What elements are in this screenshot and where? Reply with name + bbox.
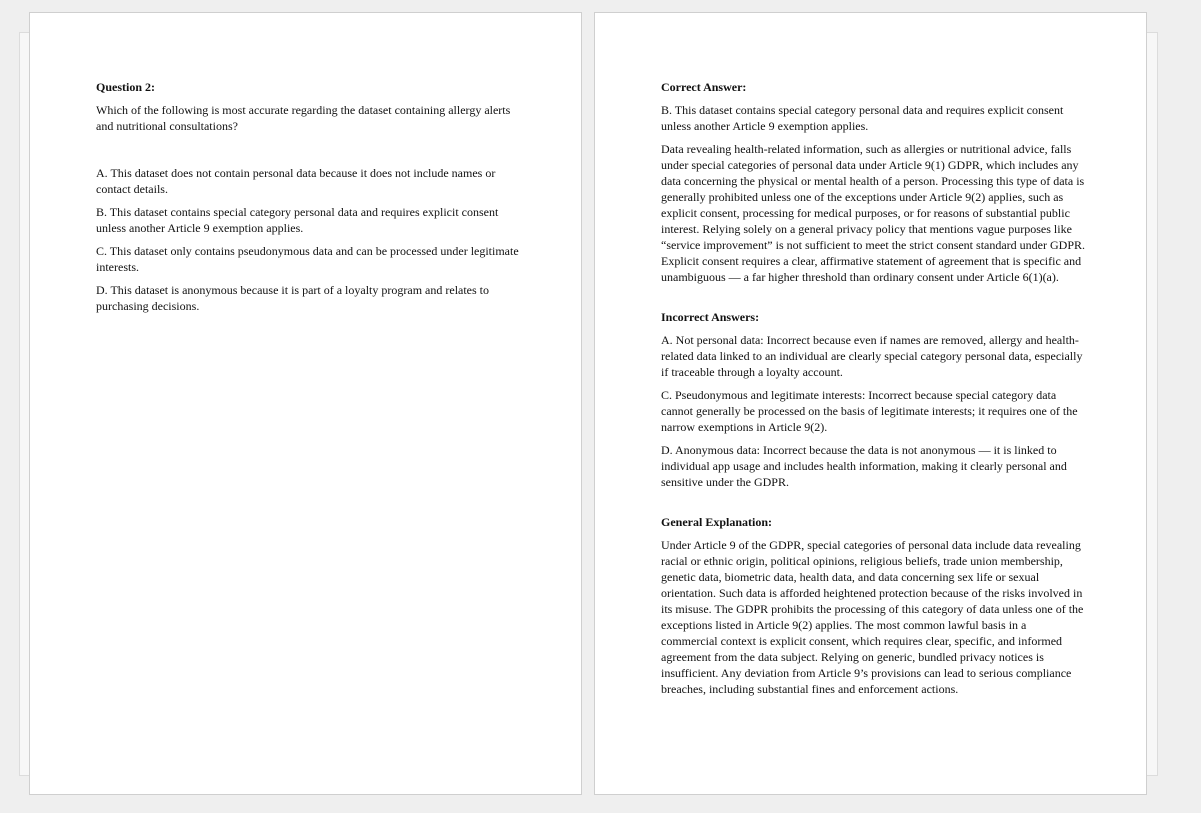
spacer xyxy=(96,141,522,165)
option-b: B. This dataset contains special category personal data and requires explicit consent unless another Article 9 exemption applies. xyxy=(96,205,499,235)
document-page-left[interactable] xyxy=(29,12,582,795)
spacer xyxy=(661,497,1085,514)
option-c: C. This dataset only contains pseudonymous data and can be processed under legitimate interests. xyxy=(96,244,519,274)
option-d: D. This dataset is anonymous because it is part of a loyalty program and relates to purchasing decisions. xyxy=(96,283,490,313)
incorrect-answer-d: D. Anonymous data: Incorrect because the data is not anonymous — it is linked to individual app usage and includes health information, making it clearly personal and sensitive under the GDPR. xyxy=(661,443,1067,489)
question-text: Which of the following is most accurate regarding the dataset containing allergy alerts and nutritional consultations? xyxy=(96,103,511,133)
document-page-right[interactable] xyxy=(594,12,1147,795)
page-right-content xyxy=(661,79,1085,704)
correct-answer-text: B. This dataset contains special category personal data and requires explicit consent unless another Article 9 exemption applies. xyxy=(661,103,1064,133)
option-a: A. This dataset does not contain personal data because it does not include names or contact details. xyxy=(96,166,496,196)
spacer xyxy=(661,292,1085,309)
correct-answer-heading: Correct Answer: xyxy=(661,80,747,94)
incorrect-answer-c: C. Pseudonymous and legitimate interests: Incorrect because special category data cannot generally be processed on the basis of legitimate interests; it requires one of the narrow exemptions in Article 9(2). xyxy=(661,388,1078,434)
incorrect-answers-heading: Incorrect Answers: xyxy=(661,310,760,324)
question-title: Question 2: xyxy=(96,80,156,94)
general-explanation-heading: General Explanation: xyxy=(661,515,773,529)
incorrect-answer-a: A. Not personal data: Incorrect because even if names are removed, allergy and health-related data linked to an individual are clearly special category personal data, especially if traceable through a loyalty account. xyxy=(661,333,1083,379)
correct-answer-explanation: Data revealing health-related information, such as allergies or nutritional advice, falls under special categories of personal data under Article 9(1) GDPR, which includes any data concerning the physical or mental health of a person. Processing this type of data is generally prohibited unless one of the exceptions under Article 9(2) applies, such as explicit consent, processing for medical purposes, or for reasons of substantial public interest. Relying solely on a general privacy policy that mentions vague purposes like “service improvement” is not sufficient to meet the strict consent standard under GDPR. Explicit consent requires a clear, affirmative statement of agreement that is specific and unambiguous — a far higher threshold than ordinary consent under Article 6(1)(a). xyxy=(661,142,1086,284)
general-explanation-text: Under Article 9 of the GDPR, special categories of personal data include data revealing racial or ethnic origin, political opinions, religious beliefs, trade union membership, genetic data, biometric data, health data, and data concerning sex life or sexual orientation. Such data is afforded heightened protection because of the risks involved in its misuse. The GDPR prohibits the processing of this category of data unless one of the exceptions listed in Article 9(2) applies. The most common lawful basis in a commercial context is explicit consent, which requires clear, specific, and informed agreement from the data subject. Relying on generic, bundled privacy notices is insufficient. Any deviation from Article 9’s provisions can lead to serious compliance breaches, including substantial fines and enforcement actions. xyxy=(661,538,1084,696)
page-left-content xyxy=(96,79,522,321)
